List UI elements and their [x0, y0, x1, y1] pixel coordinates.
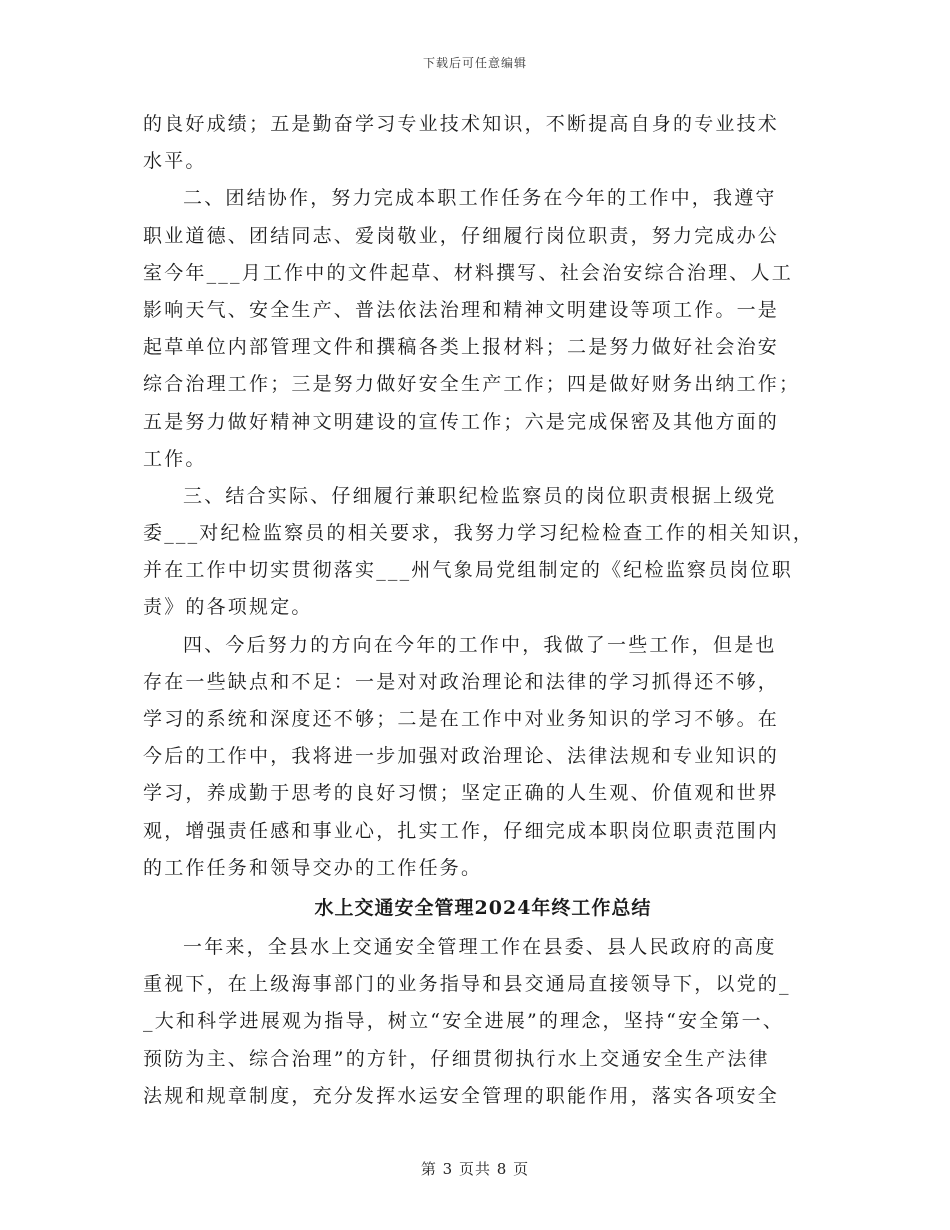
- text-line: 工作。: [143, 447, 207, 470]
- text-line: 今后的工作中，我将进一步加强对政治理论、法律法规和专业知识的: [143, 745, 780, 768]
- text-line: 起草单位内部管理文件和撰稿各类上报材料；二是努力做好社会治安: [143, 336, 780, 359]
- text-line: 水平。: [143, 150, 207, 173]
- text-line: 存在一些缺点和不足：一是对对政治理论和法律的学习抓得还不够，: [143, 670, 780, 693]
- text-line: 综合治理工作；三是努力做好安全生产工作；四是做好财务出纳工作；: [143, 373, 801, 396]
- text-line: 预防为主、综合治理”的方针，仔细贯彻执行水上交通安全生产法律: [143, 1047, 770, 1070]
- text-line: 室今年___月工作中的文件起草、材料撰写、社会治安综合治理、人工: [143, 261, 793, 284]
- text-line: 一年来，全县水上交通安全管理工作在县委、县人民政府的高度: [183, 935, 777, 958]
- text-line: 并在工作中切实贯彻落实___州气象局党组制定的《纪检监察员岗位职: [143, 559, 793, 582]
- text-line: 二、团结协作，努力完成本职工作任务在今年的工作中，我遵守: [183, 187, 777, 210]
- text-line: 观，增强责任感和事业心，扎实工作，仔细完成本职岗位职责范围内: [143, 819, 780, 842]
- page-footer: 第 3 页共 8 页: [420, 1160, 530, 1178]
- page-header: 下载后可任意编辑: [422, 56, 527, 70]
- text-line: 的工作任务和领导交办的工作任务。: [143, 856, 483, 879]
- text-line: 委___对纪检监察员的相关要求，我努力学习纪检检查工作的相关知识，: [143, 522, 815, 545]
- text-line: 的良好成绩；五是勤奋学习专业技术知识，不断提高自身的专业技术: [143, 113, 780, 135]
- text-line: 学习的系统和深度还不够；二是在工作中对业务知识的学习不够。在: [143, 708, 780, 730]
- text-line: 四、今后努力的方向在今年的工作中，我做了一些工作，但是也: [183, 633, 777, 656]
- text-line: 重视下，在上级海事部门的业务指导和县交通局直接领导下，以党的_: [143, 973, 791, 996]
- text-line: _大和科学进展观为指导，树立“安全进展”的理念，坚持“安全第一、: [143, 1010, 785, 1033]
- text-line: 五是努力做好精神文明建设的宣传工作；六是完成保密及其他方面的: [143, 410, 780, 433]
- text-line: 影响天气、安全生产、普法依法治理和精神文明建设等项工作。一是: [143, 298, 780, 321]
- text-line: 学习，养成勤于思考的良好习惯；坚定正确的人生观、价值观和世界: [143, 782, 780, 805]
- text-line: 三、结合实际、仔细履行兼职纪检监察员的岗位职责根据上级党: [183, 484, 777, 507]
- text-line: 法规和规章制度，充分发挥水运安全管理的职能作用，落实各项安全: [143, 1084, 780, 1107]
- text-line: 职业道德、团结同志、爱岗敬业，仔细履行岗位职责，努力完成办公: [143, 224, 780, 247]
- text-line: 责》的各项规定。: [143, 596, 313, 619]
- section-title: 水上交通安全管理2024年终工作总结: [314, 896, 652, 919]
- section-paragraphs: [143, 929, 823, 1115]
- document-body: [143, 106, 823, 1115]
- body-paragraphs: [143, 106, 823, 887]
